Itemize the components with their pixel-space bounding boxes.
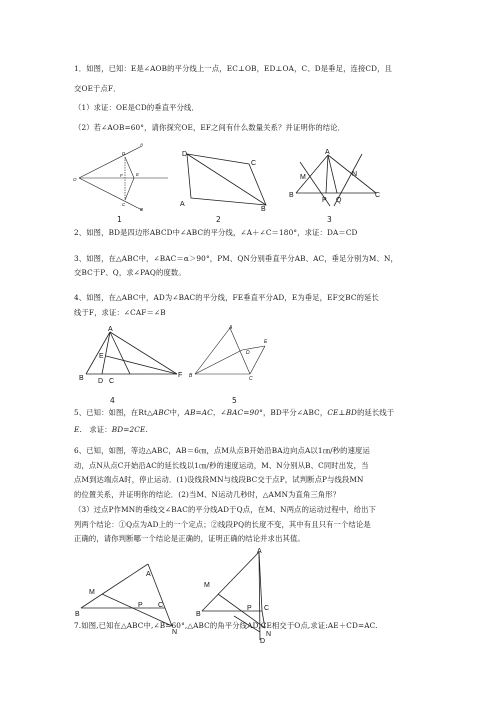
q1-text-line2: 交OE于点F． <box>74 84 121 93</box>
q4-text-line1: 4、如图，在△ABC中，AD为∠BAC的平分线，FE垂直平分AD，E为垂足，EF交BC的延长 <box>74 293 379 302</box>
fig5-label-b: B <box>189 373 193 379</box>
q6-text-line6: 列两个结论：①Q点为AD上的一个定点；②线段PQ的长度不变，其中有且只有一个结论是 <box>74 520 371 529</box>
fig6b-label-p: P <box>247 605 252 612</box>
q5-l1-g: 的延长线于 <box>357 408 395 417</box>
fig1-ray-oa <box>79 146 142 178</box>
q7-text: 7.如图,已知在△ABC中,∠B=60°,△ABC的角平分线AD,CE相交于O点,求证:AE＋CD=AC. <box>74 621 378 630</box>
fig6a-label-n: N <box>172 629 178 636</box>
q5-l1-c: 中， <box>169 408 185 417</box>
fig6a-label-b: B <box>75 611 80 618</box>
q6-text-line7: 正确的，请你判断哪一个结论是正确的，证明正确的结论并求出其值。 <box>74 534 305 543</box>
figure-3 <box>286 146 386 208</box>
q5-l1-d: AB=AC，∠BAC=90° <box>184 408 263 417</box>
fig2-label-d: D <box>182 151 188 158</box>
figure-caption-3: 3 <box>327 215 332 224</box>
figure-4 <box>76 322 184 388</box>
fig6a-label-a: A <box>146 571 151 578</box>
fig4-segment-ef <box>106 356 177 374</box>
q2-text: 2、如图，BD是四边形ABCD中∠ABC的平分线，∠A＋∠C＝180°，求证：DA＝CD <box>74 228 358 237</box>
fig1-label-e: E <box>136 172 140 177</box>
fig1-label-b: B <box>140 207 144 212</box>
fig4-label-d: D <box>98 378 104 385</box>
fig4-label-c: C <box>109 378 115 385</box>
fig6b-label-c: C <box>264 605 270 612</box>
q6-text-line2: 动，点N从点C开始沿AC的延长线以1㎝/秒的速度运动，M、N分别从B、C同时出发，当 <box>74 461 369 470</box>
fig6b-label-m: M <box>204 582 210 589</box>
fig3-label-c: C <box>375 192 381 199</box>
fig5-label-c: C <box>249 376 253 382</box>
q3-text-line1: 3、如图，在△ABC中，∠BAC＝α＞90°，PM、QN分别垂直平分AB、AC，垂足分别为M、N， <box>74 254 398 263</box>
figure-2 <box>174 144 274 212</box>
fig5-label-a: A <box>229 325 233 331</box>
fig4-label-b: B <box>79 375 84 382</box>
q5-l1-f: CE⊥BD <box>327 408 358 417</box>
q5-l2-b: 求证： <box>81 425 112 434</box>
figure-1 <box>72 140 172 212</box>
q1-part1: （1）求证：OE是CD的垂直平分线． <box>74 103 199 112</box>
q4-text-line2: 线于F，求证：∠CAF＝∠B <box>74 308 166 317</box>
fig6a-label-m: M <box>89 589 95 596</box>
figure-5 <box>186 318 286 392</box>
fig6a-label-p: P <box>138 602 143 609</box>
fig5-segment-ce <box>250 346 265 374</box>
fig4-label-a: A <box>108 326 113 333</box>
fig3-label-n: N <box>352 171 358 178</box>
q5-l2-c: BD=2CE. <box>111 425 148 434</box>
q1-part2: （2）若∠AOB=60°，请你探究OE，EF之间有什么数量关系？并证明你的结论． <box>74 123 346 132</box>
fig6a-label-c: C <box>158 602 164 609</box>
q6-text-line3: 点M到达端点A时，停止运动．(1)设线段MN与线段BC交于点P，试判断点P与线段MN <box>74 475 364 484</box>
fig5-bisector-bd <box>195 350 242 374</box>
fig1-label-a: A <box>140 142 144 147</box>
q5-l2-a: E. <box>74 425 82 434</box>
fig6b-label-n: N <box>266 631 272 638</box>
fig1-segment-ce <box>125 178 134 200</box>
fig1-ray-ob <box>79 178 142 210</box>
figure-caption-4: 4 <box>110 396 115 405</box>
q5-l1-b: △ABC <box>147 408 170 417</box>
fig6b-label-a: A <box>257 548 262 555</box>
fig3-label-b: B <box>289 192 294 199</box>
fig5-side-ba <box>195 328 230 374</box>
fig1-label-c: C <box>122 202 126 207</box>
fig4-label-f: F <box>178 372 183 379</box>
fig1-label-f: F <box>120 173 123 178</box>
fig1-label-o: O <box>73 177 77 182</box>
fig5-label-e: E <box>264 339 268 345</box>
fig6b-side-ba <box>202 552 259 611</box>
fig3-label-q: Q <box>336 197 342 204</box>
fig3-label-p: P <box>322 197 327 204</box>
q5-text-line2 <box>74 425 434 435</box>
fig3-segment-ap <box>326 155 328 193</box>
fig5-label-d: D <box>246 350 250 356</box>
fig3-label-m: M <box>300 174 306 181</box>
fig6b-label-d: D <box>260 638 266 644</box>
fig1-label-d: D <box>122 151 126 156</box>
figure-caption-2: 2 <box>216 215 221 224</box>
q1-text-line1: 1．如图，已知：E是∠AOB的平分线上一点，EC⊥OB，ED⊥OA，C、D是垂足，连接CD，且 <box>74 64 393 73</box>
q5-text-line1 <box>74 408 434 418</box>
fig1-segment-de <box>125 157 134 178</box>
q5-l1-a: 5、已知：如图，在Rt <box>74 408 148 417</box>
fig3-label-a: A <box>325 149 330 156</box>
fig2-label-b: B <box>261 206 266 212</box>
q3-text-line2: 交BC于P、Q，求∠PAQ的度数。 <box>74 268 186 277</box>
q6-text-line1: 6、已知，如图，等边△ABC，AB＝6㎝，点M从点B开始沿BA边向点A以1㎝/秒的速度运 <box>74 446 370 455</box>
fig2-label-c: C <box>251 160 257 167</box>
q5-l1-e: ，BD平分∠ABC， <box>262 408 328 417</box>
q6-text-line4: 的位置关系，并证明你的结论．(2)当M、N运动几秒时，△AMN为直角三角形？ <box>74 490 341 499</box>
fig6b-label-b: B <box>196 611 201 618</box>
q6-text-line5: （3）过点P作MN的垂线交∠BAC的平分线AD于Q点，在M、N两点的运动过程中，给出下 <box>74 505 377 514</box>
fig2-label-a: A <box>180 201 185 208</box>
figure-caption-5: 5 <box>232 396 237 405</box>
figure-caption-1: 1 <box>117 215 122 224</box>
fig4-label-e: E <box>99 353 104 360</box>
